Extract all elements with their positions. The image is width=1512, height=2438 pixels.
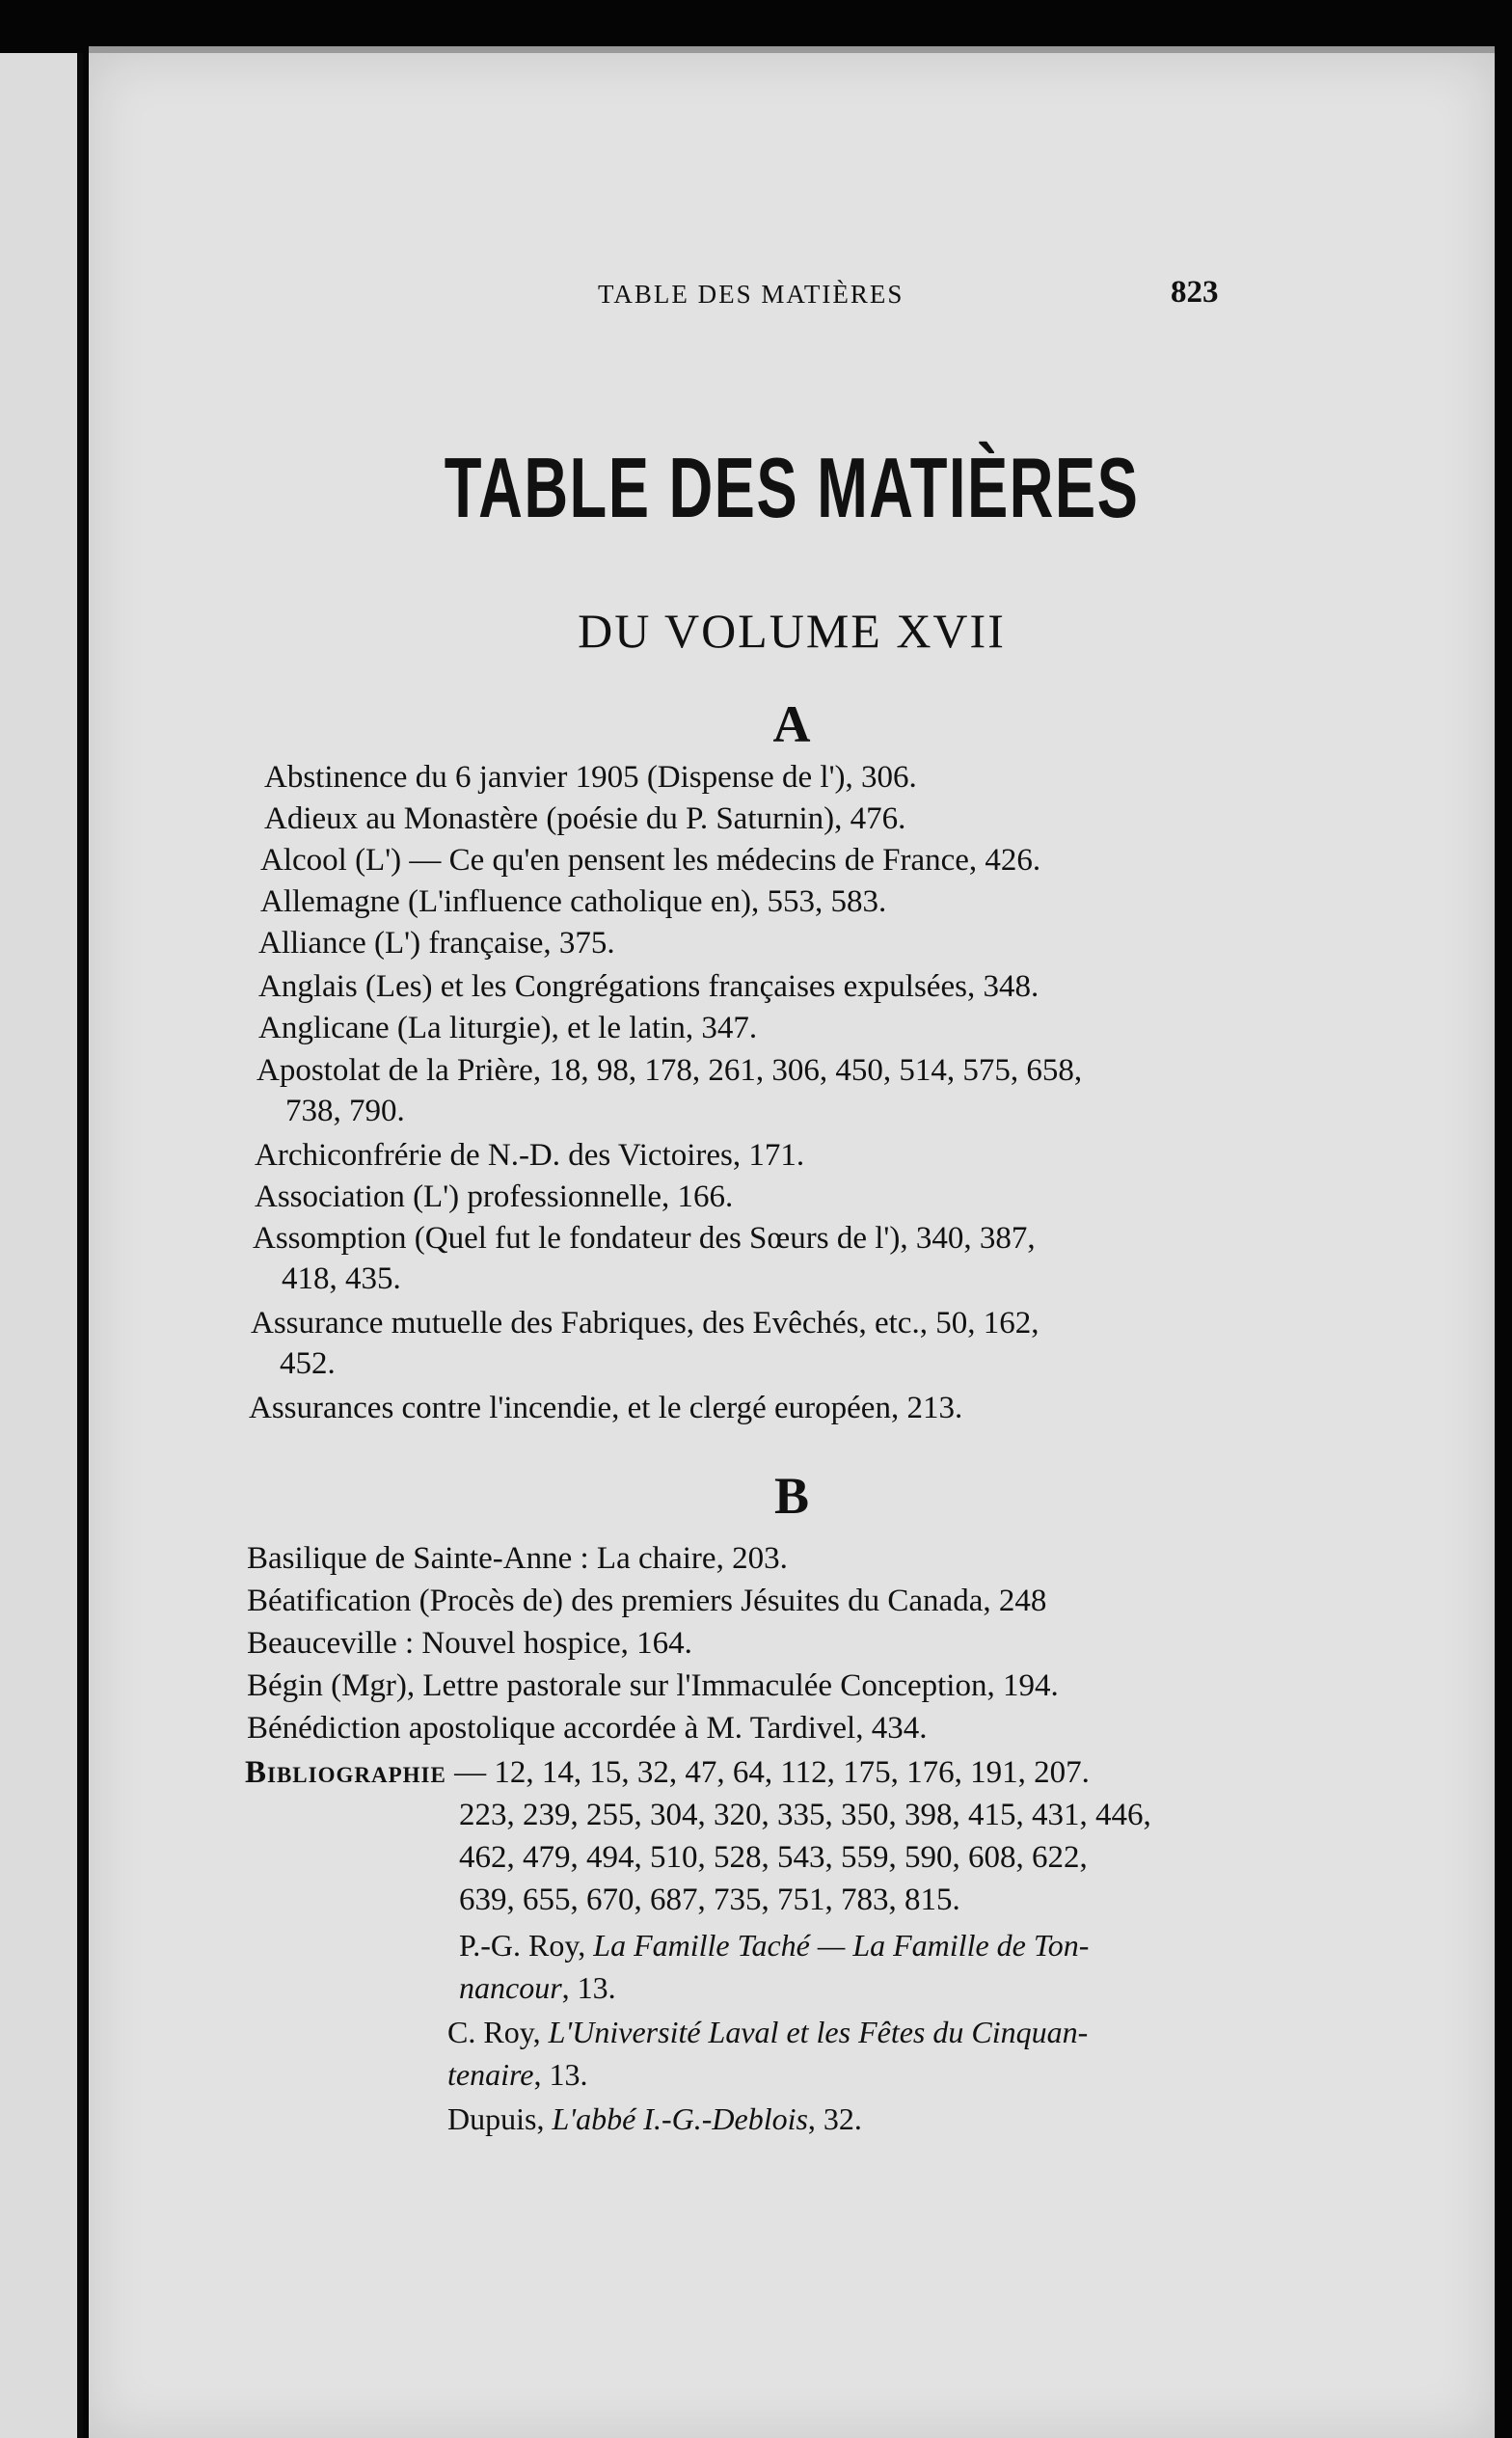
index-entry: Allemagne (L'influence catholique en), 553, 583.: [260, 884, 887, 919]
page-number: 823: [1171, 275, 1219, 310]
index-entry: Anglicane (La liturgie), et le latin, 347.: [258, 1011, 758, 1045]
index-entry-continuation: 738, 790.: [285, 1094, 405, 1128]
page-title: TABLE DES MATIÈRES: [444, 440, 1140, 535]
index-entry: Association (L') professionnelle, 166.: [255, 1179, 734, 1214]
index-entry: Basilique de Sainte-Anne : La chaire, 203.: [247, 1541, 788, 1576]
index-entry: Archiconfrérie de N.-D. des Victoires, 171.: [255, 1138, 805, 1173]
section-letter-b: B: [773, 1467, 810, 1525]
bibliographie-work: C. Roy, L'Université Laval et les Fêtes du Cinquan- tenaire, 13.: [447, 2015, 1089, 2092]
running-head: TABLE DES MATIÈRES: [598, 280, 904, 309]
book-page: [89, 53, 1495, 2438]
bibliographie-pages: 223, 239, 255, 304, 320, 335, 350, 398, 415, 431, 446,: [459, 1798, 1151, 1832]
bibliographie-pages: 639, 655, 670, 687, 735, 751, 783, 815.: [459, 1883, 960, 1917]
index-entry: Bénédiction apostolique accordée à M. Tardivel, 434.: [247, 1711, 928, 1746]
index-entry: Adieux au Monastère (poésie du P. Saturnin), 476.: [264, 801, 906, 836]
facing-page-edge: [0, 53, 83, 2438]
index-entry-continuation: 452.: [280, 1346, 336, 1381]
index-entry-bibliographie: [245, 1752, 1090, 1793]
index-entry: Assurance mutuelle des Fabriques, des Evêchés, etc., 50, 162, 452.: [251, 1303, 1039, 1384]
bibliographie-heading: Bibliographie: [245, 1755, 446, 1790]
index-entry: Anglais (Les) et les Congrégations françaises expulsées, 348.: [258, 969, 1040, 1004]
bibliographie-work: P.-G. Roy, La Famille Taché — La Famille de Ton- nancour, 13.: [459, 1928, 1090, 2005]
index-entry: Abstinence du 6 janvier 1905 (Dispense de l'), 306.: [264, 760, 917, 795]
bibliographie-pages: 462, 479, 494, 510, 528, 543, 559, 590, 608, 622,: [459, 1840, 1088, 1875]
index-entry: Assomption (Quel fut le fondateur des Sœurs de l'), 340, 387, 418, 435.: [253, 1218, 1036, 1299]
section-letter-a: A: [772, 695, 811, 753]
index-entry: Bégin (Mgr), Lettre pastorale sur l'Immaculée Conception, 194.: [247, 1668, 1059, 1703]
index-entry-continuation: 418, 435.: [282, 1261, 401, 1296]
page-subtitle: DU VOLUME XVII: [578, 604, 1006, 658]
index-entry: Beauceville : Nouvel hospice, 164.: [247, 1626, 692, 1661]
index-entry: Apostolat de la Prière, 18, 98, 178, 261, 306, 450, 514, 575, 658, 738, 790.: [256, 1050, 1082, 1131]
index-entry: Béatification (Procès de) des premiers Jésuites du Canada, 248: [247, 1584, 1047, 1618]
bibliographie-work: Dupuis, L'abbé I.-G.-Deblois, 32.: [447, 2101, 862, 2136]
index-entry: Alcool (L') — Ce qu'en pensent les médecins de France, 426.: [260, 843, 1041, 878]
index-entry: Assurances contre l'incendie, et le clergé européen, 213.: [249, 1391, 963, 1425]
index-entry: Alliance (L') française, 375.: [258, 926, 615, 961]
bibliographie-pages: — 12, 14, 15, 32, 47, 64, 112, 175, 176, 191, 207.: [454, 1755, 1090, 1790]
